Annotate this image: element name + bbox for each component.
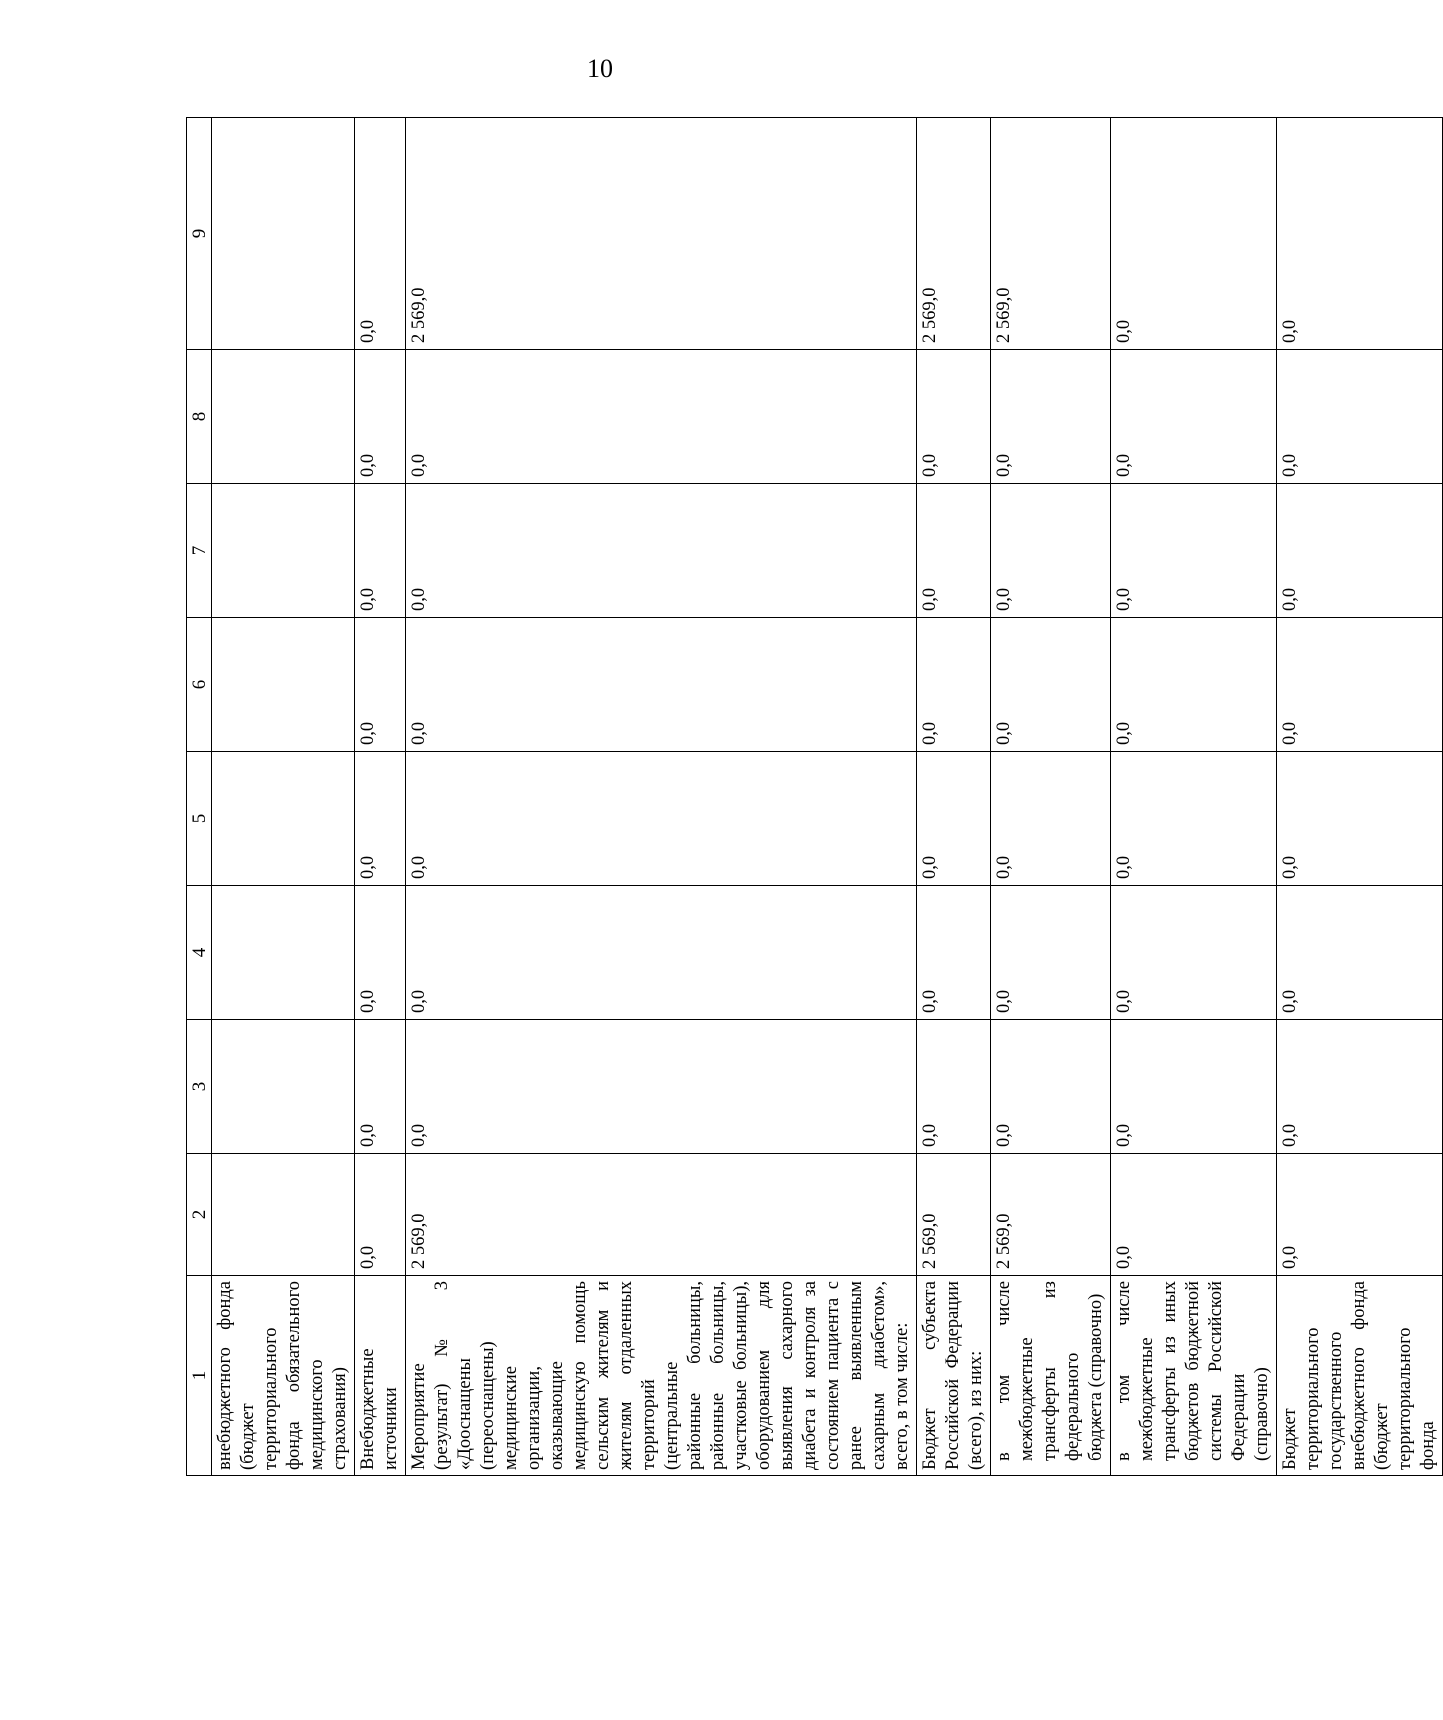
table-row <box>991 118 1111 1476</box>
column-header: 9 <box>187 118 212 350</box>
row-label: Внебюджетные источники <box>355 1276 406 1476</box>
table-cell: 0,0 <box>1277 484 1443 618</box>
table-cell: 0,0 <box>355 484 406 618</box>
header-row <box>187 118 212 1476</box>
table-cell: 0,0 <box>1277 886 1443 1020</box>
table-cell: 0,0 <box>991 1020 1111 1154</box>
table-cell <box>212 1020 355 1154</box>
table-cell: 0,0 <box>1111 886 1277 1020</box>
table-cell: 0,0 <box>917 484 991 618</box>
table-cell: 0,0 <box>1277 752 1443 886</box>
table-cell: 0,0 <box>1111 1020 1277 1154</box>
table-cell: 0,0 <box>917 350 991 484</box>
table-cell: 0,0 <box>991 886 1111 1020</box>
table-cell: 0,0 <box>406 484 917 618</box>
table-cell: 0,0 <box>406 752 917 886</box>
table-cell: 0,0 <box>1111 618 1277 752</box>
table-cell: 2 569,0 <box>406 118 917 350</box>
table-cell: 0,0 <box>406 886 917 1020</box>
table-cell <box>212 886 355 1020</box>
table-row <box>355 118 406 1476</box>
table-cell: 0,0 <box>1277 1020 1443 1154</box>
table-cell: 2 569,0 <box>406 1154 917 1276</box>
column-header: 3 <box>187 1020 212 1154</box>
table-cell: 0,0 <box>1277 118 1443 350</box>
row-label: внебюджетного фонда (бюджет территориального фонда обязательного медицинского страхования) <box>212 1276 355 1476</box>
table-cell: 2 569,0 <box>917 118 991 350</box>
table-cell: 0,0 <box>1111 350 1277 484</box>
table-cell: 0,0 <box>917 618 991 752</box>
table-cell: 0,0 <box>355 1154 406 1276</box>
table-cell: 0,0 <box>991 752 1111 886</box>
table-cell: 0,0 <box>991 618 1111 752</box>
table-row <box>1277 118 1443 1476</box>
table-row <box>406 118 917 1476</box>
column-header: 5 <box>187 752 212 886</box>
row-label: Бюджет субъекта Российской Федерации (всего), из них: <box>917 1276 991 1476</box>
rotated-table-wrapper <box>186 118 1438 1476</box>
table-cell: 0,0 <box>355 118 406 350</box>
table-cell <box>212 350 355 484</box>
table-cell <box>212 484 355 618</box>
budget-table <box>186 117 1443 1476</box>
column-header: 8 <box>187 350 212 484</box>
page-number: 10 <box>587 54 613 83</box>
table-cell: 0,0 <box>406 618 917 752</box>
table-cell: 2 569,0 <box>991 118 1111 350</box>
table-cell: 0,0 <box>991 484 1111 618</box>
table-cell: 0,0 <box>917 1020 991 1154</box>
table-cell: 2 569,0 <box>991 1154 1111 1276</box>
row-label: в том числе межбюджетные трансферты из иных бюджетов бюджетной системы Российской Федерации (справочно) <box>1111 1276 1277 1476</box>
table-cell: 0,0 <box>1111 752 1277 886</box>
table-cell: 2 569,0 <box>917 1154 991 1276</box>
row-label: в том числе межбюджетные трансферты из федерального бюджета (справочно) <box>991 1276 1111 1476</box>
row-label: Мероприятие (результат) № 3 «Дооснащены (переоснащены) медицинские организации, оказывающие медицинскую помощь сельским жителям и жителям отдаленных территорий (центральные районные больницы, районные больницы, участковые больницы), оборудованием для выявления сахарного диабета и контроля за состоянием пациента с ранее выявленным сахарным диабетом», всего, в том числе: <box>406 1276 917 1476</box>
column-header: 6 <box>187 618 212 752</box>
table-cell: 0,0 <box>917 752 991 886</box>
row-label: Бюджет территориального государственного внебюджетного фонда (бюджет территориального фонда <box>1277 1276 1443 1476</box>
table-cell: 0,0 <box>355 752 406 886</box>
table-cell <box>212 1154 355 1276</box>
column-header: 7 <box>187 484 212 618</box>
table-row <box>212 118 355 1476</box>
column-header: 4 <box>187 886 212 1020</box>
table-cell <box>212 752 355 886</box>
table-cell: 0,0 <box>355 886 406 1020</box>
table-cell: 0,0 <box>917 886 991 1020</box>
table-row <box>917 118 991 1476</box>
table-cell: 0,0 <box>991 350 1111 484</box>
column-header: 2 <box>187 1154 212 1276</box>
column-header: 1 <box>187 1276 212 1476</box>
table-cell: 0,0 <box>1111 484 1277 618</box>
table-cell <box>212 618 355 752</box>
table-cell: 0,0 <box>1277 618 1443 752</box>
table-cell: 0,0 <box>406 1020 917 1154</box>
table-cell <box>212 118 355 350</box>
table-cell: 0,0 <box>1111 1154 1277 1276</box>
table-cell: 0,0 <box>1277 1154 1443 1276</box>
table-cell: 0,0 <box>1111 118 1277 350</box>
table-cell: 0,0 <box>1277 350 1443 484</box>
table-cell: 0,0 <box>406 350 917 484</box>
table-row <box>1111 118 1277 1476</box>
table-cell: 0,0 <box>355 350 406 484</box>
table-cell: 0,0 <box>355 618 406 752</box>
table-cell: 0,0 <box>355 1020 406 1154</box>
